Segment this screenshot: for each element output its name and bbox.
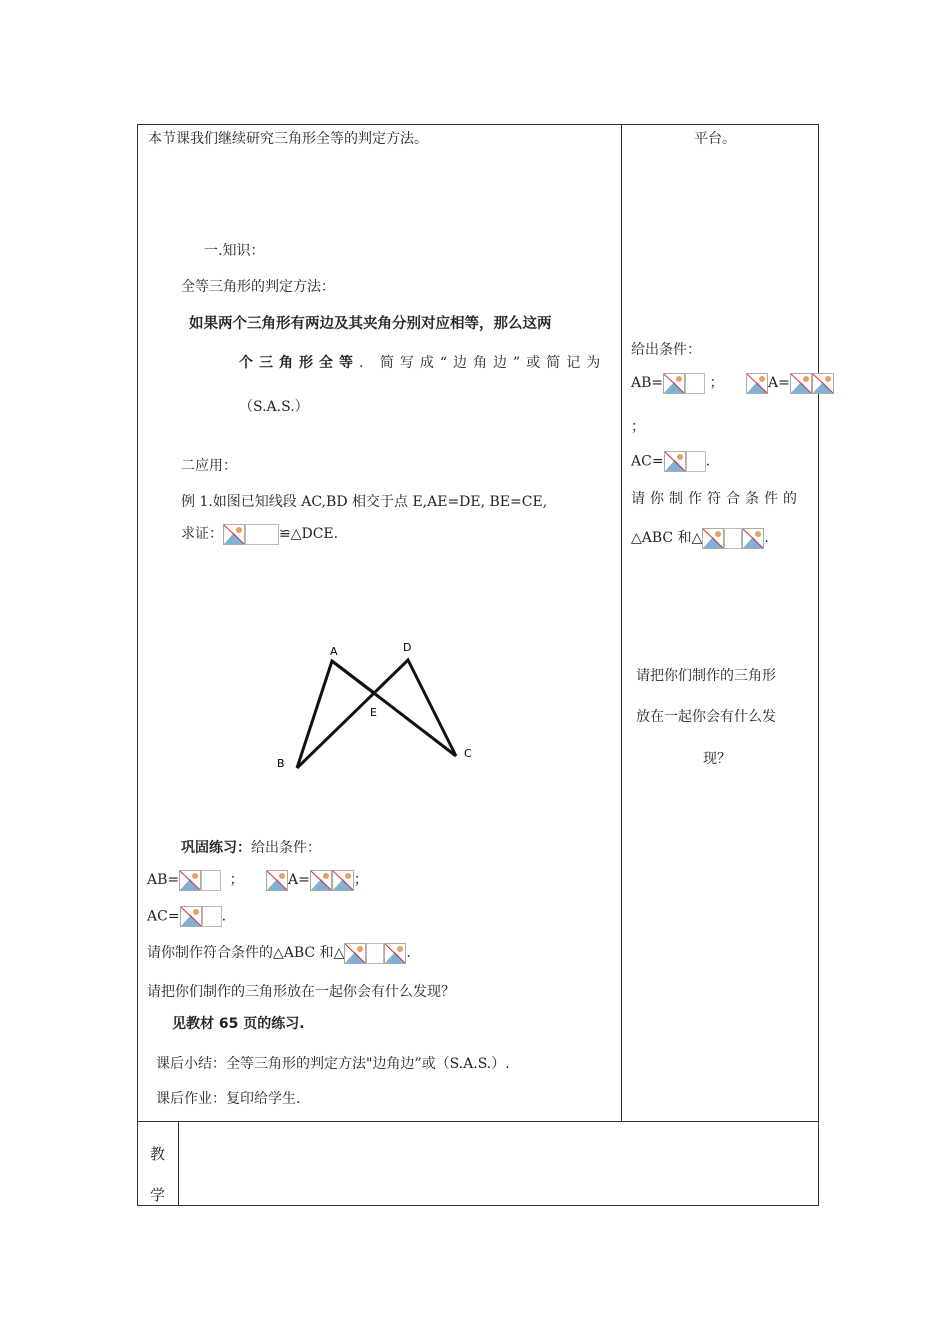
broken-image-icon [180,906,202,927]
point-label-e: E [370,706,377,719]
image-frame [724,528,742,549]
intro-text: 本节课我们继续研究三角形全等的判定方法。 [148,131,428,147]
condition-ac-label: AC= [147,908,180,925]
lesson-summary: 课后小结：全等三角形的判定方法"边角边”或（S.A.S.）. [156,1056,510,1072]
broken-image-icon [384,943,406,964]
side-question-line1: 请把你们制作的三角形 [636,668,776,684]
broken-image-icon [746,373,768,394]
broken-image-icon [702,528,724,549]
broken-image-icon [266,870,288,891]
broken-image-icon [179,870,201,891]
side-make-line2 [631,527,769,549]
point-label-d: D [403,641,412,654]
side-separator: ； [709,375,724,391]
side-make-text: △ABC 和△ [631,530,703,546]
side-condition-ab-line [631,372,834,394]
make-triangles-text: 请你制作符合条件的△ABC 和△ [147,945,345,961]
side-question-line3: 现？ [703,751,731,767]
broken-image-icon [790,373,812,394]
side-dot: . [705,453,711,470]
point-label-b: B [277,757,285,770]
geometry-figure [260,630,490,780]
sas-theorem-line1: 如果两个三角形有两边及其夹角分别对应相等，那么这两 [189,316,552,332]
example-1-text: 例 1.如图已知线段 AC,BD 相交于点 E,AE=DE, BE=CE, [181,494,548,510]
prove-congruence: ≌△DCE. [279,526,339,542]
condition-ab-line [147,869,368,891]
put-together-question: 请把你们制作的三角形放在一起你会有什么发现？ [147,984,455,1000]
broken-image-icon [664,451,686,472]
sas-theorem-line2 [239,352,606,372]
condition-dot: . [221,908,227,925]
condition-separator: ； [229,872,244,888]
practice-heading [181,837,321,857]
broken-image-icon [344,943,366,964]
image-frame [686,451,706,472]
point-label-c: C [464,747,472,760]
prove-statement [181,523,338,545]
sas-theorem-abbrev: . 简写成“边角边”或简记为 [359,355,607,371]
knowledge-heading: 一.知识： [204,243,265,259]
side-platform: 平台。 [694,131,736,147]
table-right-border [818,124,819,1206]
broken-image-icon [663,373,685,394]
image-frame [366,943,384,964]
table-left-border [137,124,138,1206]
make-triangles-end: . [406,945,411,961]
image-frame [202,906,222,927]
prove-label: 求证： [181,526,223,542]
footer-label-1: 教 [150,1145,166,1163]
textbook-exercise: 见教材 65 页的练习. [172,1016,305,1032]
footer-label-divider [178,1121,179,1206]
side-question-line2: 放在一起你会有什么发 [636,709,776,725]
sas-theorem-bold: 个三角形全等 [239,355,359,371]
point-label-a: A [330,645,338,658]
homework: 课后作业：复印给学生. [156,1091,301,1107]
practice-given: 给出条件： [251,840,321,856]
application-heading: 二应用： [181,458,237,474]
side-ac-label: AC= [631,453,664,470]
condition-ac-line [147,906,226,927]
row-divider [137,1121,819,1122]
condition-end: ； [353,872,368,888]
broken-image-icon [310,870,332,891]
side-angle-label: A= [768,375,790,391]
column-divider [621,124,622,1122]
segment-bd-triangle-abe [297,661,374,768]
method-title: 全等三角形的判定方法： [181,279,335,295]
broken-image-icon [223,524,245,545]
sas-notation: （S.A.S.） [239,399,309,415]
image-frame [245,524,279,545]
table-bottom-border [137,1205,819,1206]
side-condition-ac-line [631,451,710,472]
side-make-line1: 请你制作符合条件的 [631,491,802,507]
side-make-end: . [764,530,769,546]
image-frame [685,373,705,394]
broken-image-icon [812,373,834,394]
table-top-border [137,124,819,125]
broken-image-icon [332,870,354,891]
image-frame [201,870,221,891]
broken-image-icon [742,528,764,549]
side-ab-label: AB= [631,375,664,391]
practice-label: 巩固练习： [181,840,251,856]
make-triangles-line [147,942,411,964]
condition-angle-label: A= [288,872,310,888]
side-semicolon: ； [631,419,645,435]
side-given-conditions: 给出条件： [631,342,701,358]
footer-label-2: 学 [150,1186,166,1204]
condition-ab-label: AB= [147,872,180,888]
